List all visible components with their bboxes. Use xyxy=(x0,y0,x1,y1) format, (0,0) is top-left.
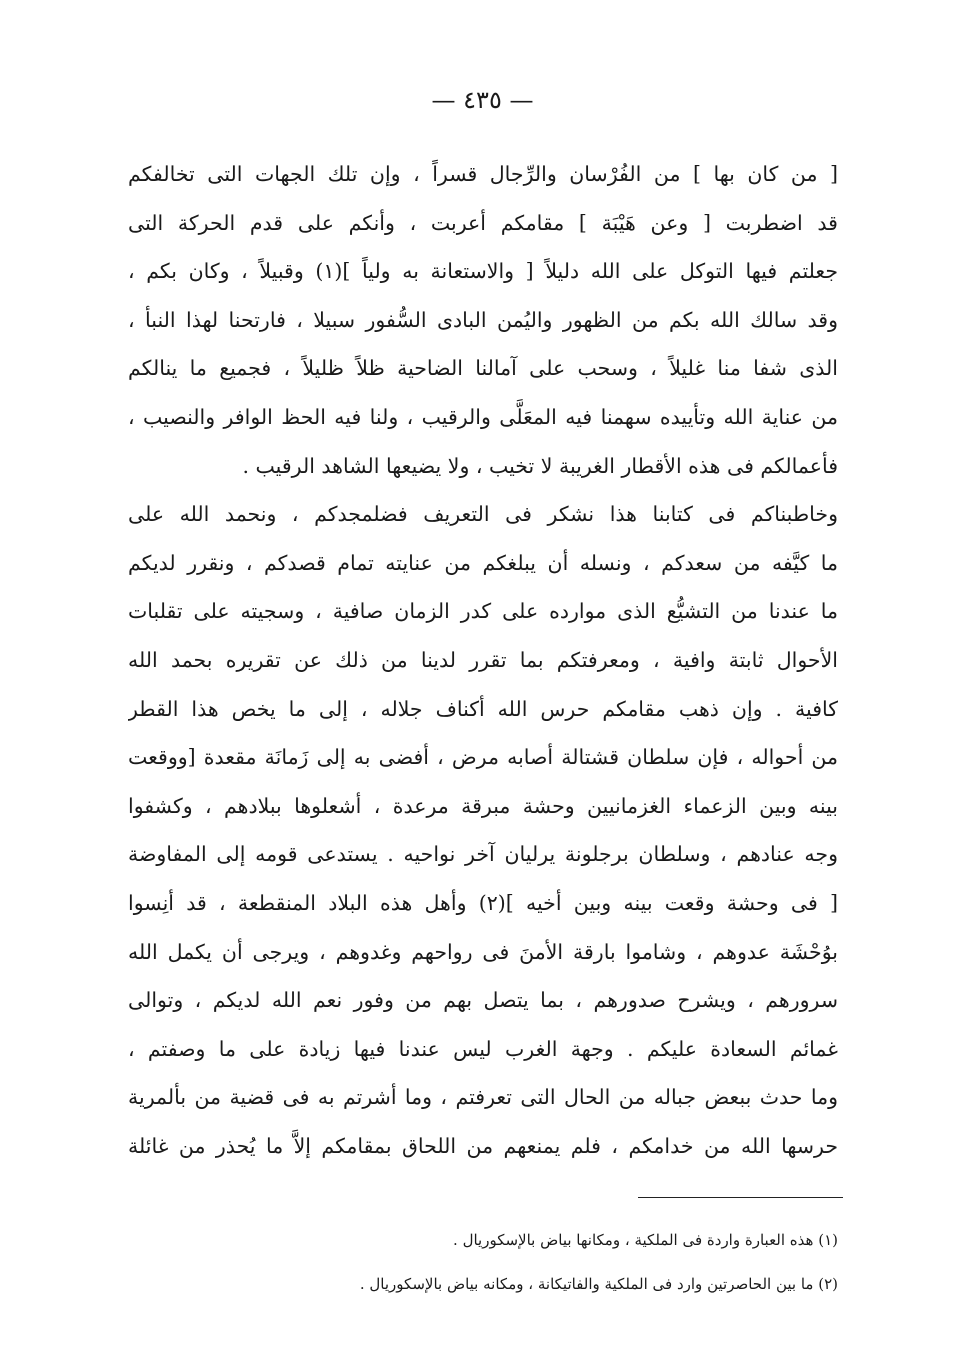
text-line: قد اضطربت [ وعن هَيْبَة ] مقامكم أعربت ، وأنكم على قدم الحركة التى xyxy=(128,210,838,235)
text-line: غمائم السعادة عليكم . وجهة الغرب ليس عندنا فيها زيادة على ما وصفتم ، xyxy=(128,1036,838,1061)
text-line: ما كيَّفه من سعدكم ، ونسله أن يبلغكم من عنايته تمام قصدكم ، ونقرر لديكم xyxy=(128,550,838,575)
text-line: الذى شفا منا غليلاً ، وسحب على آمالنا الضاحية ظلاً ظليلاً ، فجميع ما ينالكم xyxy=(128,356,838,381)
text-line: وخاطبناكم فى كتابنا هذا نشكر فى التعريف فضلمجدكم ، ونحمد الله على xyxy=(128,502,838,527)
text-line: وجه عنادهم ، وسلطان برجلونة يرليان آخر نواحيه . يستدعى قومه إلى المفاوضة xyxy=(128,842,838,867)
text-line: وما حدث ببعض جباله من الحال التى تعرفتم ، وما أشرتم به فى قضية من بألمرية xyxy=(128,1085,838,1110)
text-line: من أحواله ، فإن سلطان قشتالة أصابه مرض ، أفضى به إلى زَمانَة مقعدة [ووقعت xyxy=(128,745,838,770)
text-line: من عناية الله وتأييده سهمنا فيه المعَلَّى والرقيب ، ولنا فيه الحظ الوافر والنصيب ، xyxy=(128,404,838,429)
text-line: وقد سالك الله بكم من الظهور واليُمن البادى السُّفور سبيلا ، فارتحنا لهذا النبأ ، xyxy=(128,307,838,332)
text-line: فأعمالكم فى هذه الأقطار الغريبة لا تخيب ، ولا يضيعها الشاهد الرقيب . xyxy=(242,453,838,478)
footnotes xyxy=(128,1218,838,1306)
text-line: بينه وبين الزعماء الغزمانيين وحشة مبرقة مرعدة ، أشعلوها ببلادهم ، وكشفوا xyxy=(128,793,838,818)
text-line: [ من كان بها ] من الفُرْسان والرِّجال قسراً ، وإن تلك الجهات التى تخالفكم xyxy=(128,162,838,186)
text-line: كافية . وإن ذهب مقامكم حرس الله أكناف جلاله ، إلى ما يخص هذا القطر xyxy=(128,696,838,721)
footnote-divider xyxy=(638,1197,843,1198)
text-line: جعلتم فيها التوكل على الله دليلاً [ والاستعانة به ولياً ](١) وقبيلاً ، وكان بكم ، xyxy=(128,259,838,284)
body-text xyxy=(128,150,838,1170)
footnote-1: (١) هذه العبارة واردة فى الملكية ، ومكانها بياض بالإسكوريال . xyxy=(453,1231,838,1249)
text-line: سرورهم ، ويشرح صدورهم ، بما يتصل بهم من وفور نعم الله لديكم ، وتوالى xyxy=(128,988,838,1013)
page-number: — ٤٣٥ — xyxy=(431,86,534,114)
text-line: الأحوال ثابتة وافية ، ومعرفتكم بما تقرر لدينا من ذلك عن تقريره بحمد الله xyxy=(128,647,838,672)
text-line: بوُحْشَة عدوهم ، وشاموا بارقة الأمنَ فى رواحهم وغدوهم ، ويرجى أن يكمل الله xyxy=(128,939,838,964)
text-line: [ فى وحشة وقعت بينه وبين أخيه ](٢) وأهل هذه البلاد المنقطعة ، قد أنِسوا xyxy=(128,890,838,915)
text-line: حرسها الله من خدامكم ، فلم يمنعهم من اللحاق بمقامكم إلاَّ ما يُحذر من غائلة xyxy=(128,1133,838,1158)
text-line: ما عندنا من التشيُّع الذى موارده على كدر الزمان صافية ، وسجيته على تقلبات xyxy=(128,599,838,624)
footnote-2: (٢) ما بين الحاصرتين وارد فى الملكية والفاتيكانة ، ومكانه بياض بالإسكوريال . xyxy=(359,1275,838,1293)
